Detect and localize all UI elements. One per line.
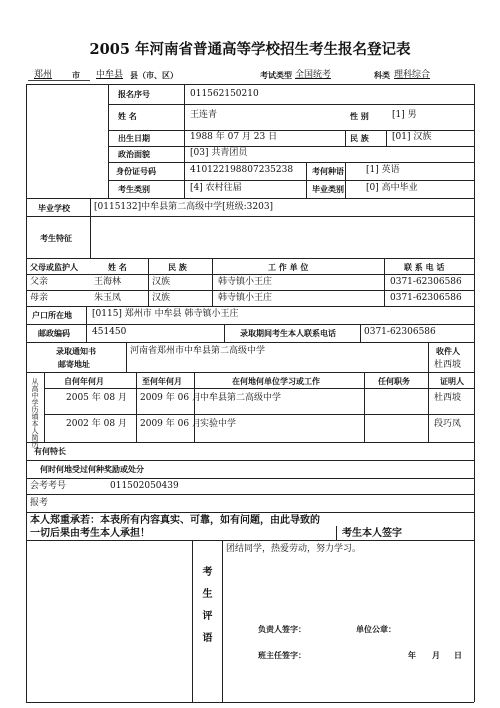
category: [4] 农村往届 — [190, 183, 242, 193]
postcode-label: 邮政编码 — [38, 329, 70, 338]
date-day: 日 — [454, 651, 462, 660]
date-year: 年 — [408, 651, 416, 660]
form-title: 2005 年河南省普通高等学校招生考生报名登记表 — [89, 41, 411, 58]
grad-type: [0] 高中毕业 — [366, 183, 418, 193]
student-name: 王连青 — [190, 110, 218, 120]
teacher-sign: 班主任签字： — [258, 651, 306, 660]
guardian-header-ethnic: 民 族 — [168, 263, 187, 272]
contact-label: 录取期间考生本人联系电话 — [240, 329, 336, 338]
notice-label-2: 邮寄地址 — [58, 360, 90, 369]
specialty-label: 有何特长 — [34, 447, 66, 456]
resume-from: 2005 年 08 月 — [66, 393, 127, 403]
sign-label: 考生本人签字 — [342, 528, 402, 539]
political-label: 政治面貌 — [118, 150, 150, 159]
header-county-label: 县（市、区） — [130, 71, 178, 80]
subject-label: 科类 — [374, 71, 390, 80]
grad-type-label: 毕业类别 — [312, 185, 344, 194]
header-city: 郑州 — [34, 70, 53, 80]
seal: 单位公章： — [356, 625, 396, 634]
guardian-relation: 父亲 — [30, 277, 49, 287]
resume-place: 中牟县第二高级中学 — [200, 393, 282, 403]
pledge-line-2: 一切后果由考生本人承担！ — [30, 528, 150, 539]
resume-header-from: 自何年何月 — [64, 377, 104, 386]
comment-label: 考生评语 — [200, 566, 211, 654]
ethnic-label: 民 族 — [350, 134, 369, 143]
birth-label: 出生日期 — [118, 134, 150, 143]
guardian-phone: 0371-62306586 — [390, 277, 462, 287]
category-label: 考生类别 — [118, 185, 150, 194]
guardian-ethnic: 汉族 — [152, 293, 171, 303]
resume-side-label: 从高中学历填本人简历 — [31, 378, 39, 448]
exam-no: 011502050439 — [110, 481, 179, 491]
guardian-name: 王海林 — [94, 277, 122, 287]
hukou-label: 户口所在地 — [32, 311, 72, 320]
birth-date: 1988 年 07 月 23 日 — [190, 132, 278, 142]
remark-label: 报考 — [30, 498, 49, 508]
school-label: 毕业学校 — [38, 204, 70, 213]
leader-sign: 负责人签字： — [258, 625, 306, 634]
guardian-relation: 母亲 — [30, 293, 49, 303]
resume-header-duty: 任何职务 — [378, 377, 410, 386]
ethnic: [01] 汉族 — [392, 132, 432, 142]
id-number: 410122198807235238 — [190, 165, 294, 175]
reg-no: 011562150210 — [190, 89, 259, 99]
guardian-ethnic: 汉族 — [152, 277, 171, 287]
school: [0115132]中牟县第二高级中学[班级:3203] — [94, 202, 274, 212]
guardian-unit: 韩寺镇小王庄 — [218, 293, 273, 303]
resume-to: 2009 年 06 月 — [140, 393, 201, 403]
gender: [1] 男 — [392, 110, 417, 120]
exam-type-label: 考试类型 — [260, 71, 292, 80]
political: [03] 共青团员 — [190, 148, 248, 158]
guardian-label: 父母或监护人 — [30, 263, 78, 272]
resume-header-place: 在何地何单位学习或工作 — [232, 377, 320, 386]
resume-to: 2009 年 06 月 — [140, 419, 201, 429]
pledge-line-1: 本人郑重承若：本表所有内容真实、可靠，如有问题，由此导致的 — [30, 515, 320, 526]
foreign-label: 考何种语 — [312, 167, 344, 176]
guardian-name: 朱玉凤 — [94, 293, 122, 303]
guardian-phone: 0371-62306586 — [390, 293, 462, 303]
id-label: 身份证号码 — [116, 167, 156, 176]
date-month: 月 — [432, 651, 440, 660]
exam-type: 全国统考 — [295, 70, 332, 80]
resume-from: 2002 年 08 月 — [66, 419, 127, 429]
awards-label: 何时何地受过何种奖励或处分 — [40, 465, 144, 474]
reg-no-label: 报名序号 — [118, 90, 150, 99]
resume-witness: 段巧凤 — [434, 419, 462, 429]
recipient-label: 收件人 — [436, 347, 460, 356]
guardian-header-unit: 工 作 单 位 — [268, 263, 309, 272]
subject: 理科综合 — [394, 70, 431, 80]
header-city-label: 市 — [72, 71, 80, 80]
features-label: 考生特征 — [40, 234, 72, 243]
notice-label: 录取通知书 — [56, 347, 96, 356]
contact-phone: 0371-62306586 — [364, 327, 436, 337]
postcode: 451450 — [92, 327, 127, 337]
resume-header-to: 至何年何月 — [142, 377, 182, 386]
header-county: 中牟县 — [96, 70, 124, 80]
comment-text: 团结同学，热爱劳动，努力学习。 — [226, 544, 362, 554]
resume-place: 实验中学 — [200, 419, 237, 429]
name-label: 姓 名 — [118, 112, 137, 121]
hukou: [0115] 郑州市 中牟县 韩寺镇小王庄 — [92, 309, 239, 319]
resume-witness: 杜西坡 — [434, 393, 462, 403]
notice-address: 河南省郑州市中牟县第二高级中学 — [130, 346, 266, 356]
guardian-unit: 韩寺镇小王庄 — [218, 277, 273, 287]
guardian-header-name: 姓 名 — [108, 263, 127, 272]
exam-no-label: 会考考号 — [30, 481, 67, 491]
recipient: 杜西坡 — [434, 360, 462, 370]
resume-header-witness: 证明人 — [440, 377, 464, 386]
guardian-header-phone: 联 系 电 话 — [404, 263, 445, 272]
foreign-language: [1] 英语 — [366, 165, 400, 175]
gender-label: 性 别 — [350, 112, 369, 121]
